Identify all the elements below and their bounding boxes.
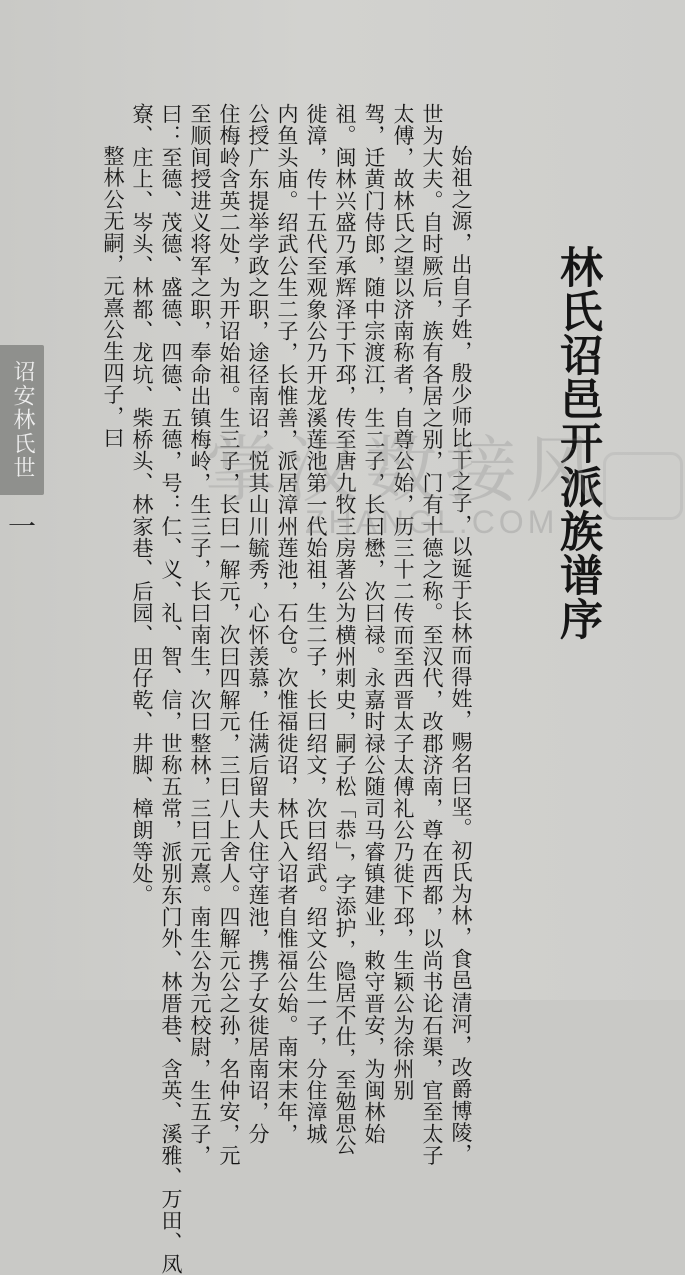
text-column: 寮、庄上、岑头、林都、龙坑、柴桥头、林家巷、后园、田仔乾、井脚、樟朗等处。 — [130, 103, 154, 906]
text-column: 世为大夫。自时厥后，族有各居之别，门有十德之称。至汉代，改郡济南，尊在西都，以尚书论石渠，官至太子 — [420, 103, 444, 1167]
watermark-seal — [603, 452, 683, 520]
text-column: 祖。闽林兴盛乃承辉泽于下邳，传至唐九牧三房著公为横州刺史，嗣子松「恭」，字添护，隐居不仕，至勉思公 — [333, 103, 357, 1156]
text-column: 太傅，故林氏之望以济南称者，自尊公始，历三十二传而至西晋太子太傅礼公乃徙下邳，生颖公为徐州别 — [391, 103, 415, 1102]
page-number: 一 — [8, 510, 37, 543]
preface-body — [80, 103, 475, 1275]
text-column: 住梅岭含英二处，为开诏始祖。生三子，长曰一解元，次曰四解元，三曰八上舍人。四解元公之孙，名仲安，元 — [217, 103, 241, 1167]
watermark-domain: ZHANGL.COM — [305, 504, 559, 540]
watermark-text: 掌汉数接风 — [205, 428, 606, 512]
text-column: 始祖之源，出自子姓，殷少师比干之子，以诞于长林而得姓，赐名曰坚。初氏为林，食邑清河，改爵博陵， — [449, 145, 473, 1165]
text-column: 整林公无嗣，元熹公生四子，曰 — [101, 145, 125, 449]
text-column: 驾，迁黄门侍郎，随中宗渡江，生二子，长曰懋，次曰禄。永嘉时禄公随司马睿镇建业，敕守晋安，为闽林始 — [362, 103, 386, 1145]
page-title: 林氏诏邑开派族谱序 — [553, 245, 603, 641]
text-column: 至顺间授进义将军之职，奉命出镇梅岭，生三子，长曰南生，次曰整林，三曰元熹。南生公为元校尉，生五子， — [188, 103, 212, 1167]
book-title-tab: 诏安林氏世 — [10, 360, 35, 480]
text-column: 公授广东提举学政之职，途径南诏，悦其山川毓秀，心怀羡慕，任满后留夫人住守莲池，携子女徙居南诏，分 — [246, 103, 270, 1145]
text-column: 徙漳，传十五代至观象公乃开龙溪莲池第一代始祖，生二子，长曰绍文，次曰绍武。绍文公生一子，分住漳城 — [304, 103, 328, 1145]
text-column: 曰：至德、茂德、盛德、四德、五德，号：仁、义、礼、智、信，世称五常，派别东门外、林厝巷、含英、溪雅、万田、凤 — [159, 103, 183, 1275]
text-column: 内鱼头庙。绍武公生二子，长惟善，派居漳州莲池，石仓。次惟福徙诏，林氏入诏者自惟福公始。南宋末年， — [275, 103, 299, 1145]
